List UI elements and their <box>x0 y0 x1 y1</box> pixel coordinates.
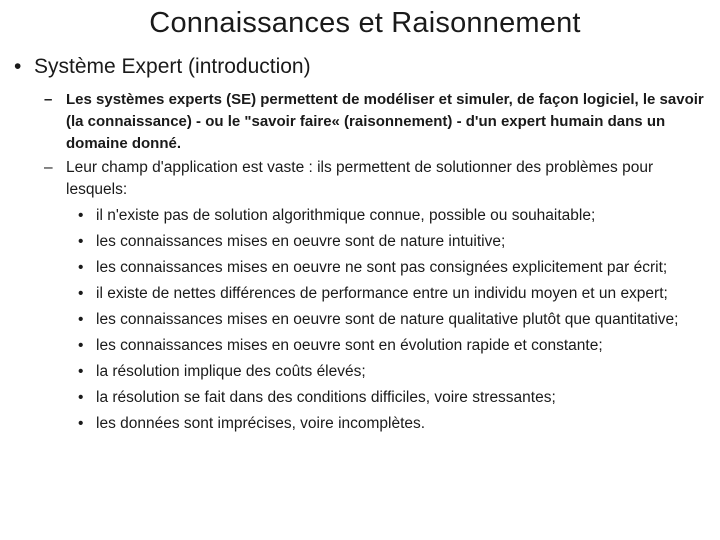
dash-item-application <box>44 157 714 201</box>
level1-text: Système Expert (introduction) <box>34 55 311 78</box>
dash-marker: – <box>44 159 53 176</box>
dash-marker: – <box>44 91 53 108</box>
level1-bullet <box>14 50 311 84</box>
list-item: • les connaissances mises en oeuvre sont de nature intuitive; <box>44 231 714 253</box>
bullet-marker: • <box>14 55 22 78</box>
list-item: • il n'existe pas de solution algorithmique connue, possible ou souhaitable; <box>44 205 714 227</box>
list-item: • la résolution implique des coûts élevés; <box>44 361 714 383</box>
list-item: • les données sont imprécises, voire incomplètes. <box>44 413 714 435</box>
slide-title: Connaissances et Raisonnement <box>149 7 581 39</box>
sub-bullet-list <box>44 205 714 435</box>
dash-item-text: Leur champ d'application est vaste : ils permettent de solutionner des problèmes pour lesquels: <box>66 159 654 198</box>
list-item: • il existe de nettes différences de performance entre un individu moyen et un expert; <box>44 283 714 305</box>
list-item: • les connaissances mises en oeuvre sont de nature qualitative plutôt que quantitative; <box>44 309 714 331</box>
list-item: • la résolution se fait dans des conditions difficiles, voire stressantes; <box>44 387 714 409</box>
content-block <box>44 89 714 435</box>
list-item: • les connaissances mises en oeuvre sont en évolution rapide et constante; <box>44 335 714 357</box>
dash-item-text: Les systèmes experts (SE) permettent de modéliser et simuler, de façon logiciel, le savoir (la connaissance) - ou le "savoir faire« (raisonnement) - d'un expert humain dans un domaine donné. <box>66 91 704 152</box>
list-item: • les connaissances mises en oeuvre ne sont pas consignées explicitement par écrit; <box>44 257 714 279</box>
dash-item-definition <box>44 89 714 155</box>
